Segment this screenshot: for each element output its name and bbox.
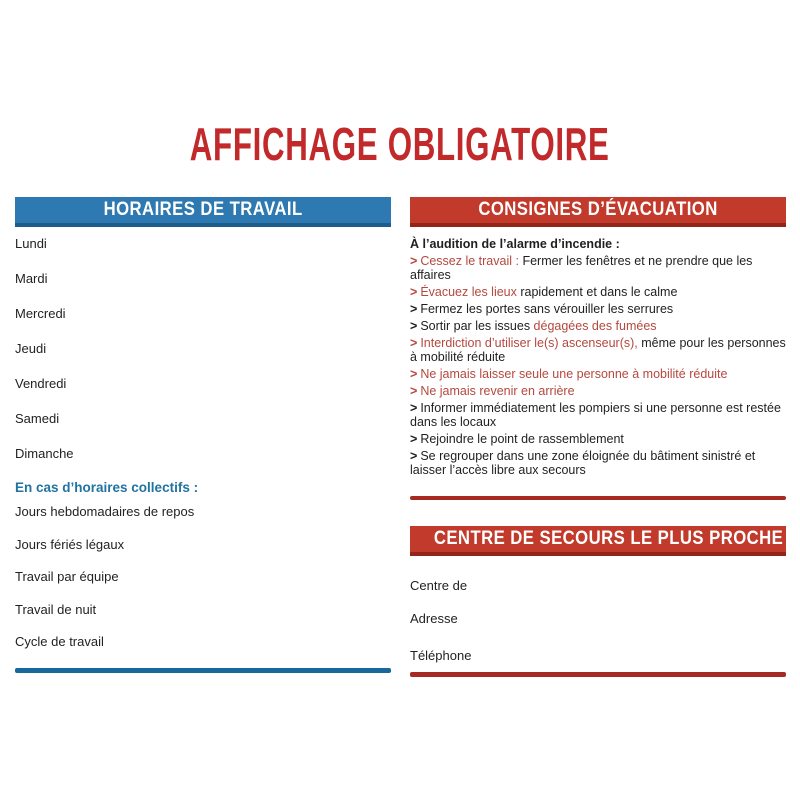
bullet-arrow-icon: > (410, 336, 418, 350)
bullet-text-segment: Ne jamais laisser seule une personne à mobilité réduite (420, 367, 728, 381)
evacuation-bullet (410, 367, 786, 381)
left-bottom-divider (15, 668, 391, 673)
collective-hours-heading: En cas d’horaires collectifs : (15, 480, 199, 495)
work-hours-header-label: HORAIRES DE TRAVAIL (103, 199, 303, 220)
evacuation-bullet (410, 401, 786, 429)
evacuation-bullet (410, 384, 786, 398)
evacuation-bullet (410, 285, 786, 299)
bullet-text-segment: Se regrouper dans une zone éloignée du bâtiment sinistré et laisser l’accès libre aux secours (410, 449, 756, 477)
evacuation-header-label: CONSIGNES D’ÉVACUATION (478, 199, 718, 220)
day-label: Samedi (15, 411, 60, 426)
bullet-arrow-icon: > (410, 254, 418, 268)
rescue-center-header (410, 526, 786, 556)
evacuation-bullet (410, 336, 786, 364)
work-hours-panel (15, 197, 391, 673)
rescue-center-field-label: Adresse (410, 611, 458, 626)
collective-item-label: Travail par équipe (15, 569, 119, 584)
evacuation-bullet (410, 449, 786, 477)
evacuation-bullets-list (410, 254, 786, 477)
bullet-text-segment: Interdiction d’utiliser le(s) ascenseur(s), (420, 336, 638, 350)
bullet-arrow-icon: > (410, 384, 418, 398)
bullet-arrow-icon: > (410, 367, 418, 381)
page-title: AFFICHAGE OBLIGATOIRE (190, 118, 610, 170)
bullet-text-segment: Fermez les portes sans vérouiller les serrures (420, 302, 674, 316)
bullet-text-segment: Sortir par les issues (420, 319, 534, 333)
evacuation-bullet (410, 302, 786, 316)
day-label: Lundi (15, 236, 47, 251)
bullet-arrow-icon: > (410, 302, 418, 316)
rescue-center-labels (410, 579, 786, 663)
days-list (15, 237, 391, 461)
day-label: Mercredi (15, 306, 66, 321)
bullet-arrow-icon: > (410, 285, 418, 299)
evacuation-bullet (410, 432, 786, 446)
collective-item-label: Travail de nuit (15, 601, 97, 617)
bullet-text-segment: Fermer les fenêtres et ne prendre que les affaires (410, 254, 753, 282)
bullet-text-segment: Informer immédiatement les pompiers si une personne est restée dans les locaux (410, 401, 781, 429)
collective-item-label: Cycle de travail (15, 634, 104, 649)
day-label: Dimanche (15, 446, 74, 461)
bullet-text-segment: dégagées des fumées (533, 319, 657, 333)
evacuation-bullet (410, 254, 786, 282)
rescue-center-field-label: Téléphone (410, 648, 472, 663)
bullet-text-segment: même pour les personnes à mobilité réduite (410, 336, 786, 364)
evacuation-intro: À l’audition de l’alarme d’incendie : (410, 237, 620, 251)
collective-item-label: Jours fériés légaux (15, 536, 125, 552)
rescue-center-header-label: CENTRE DE SECOURS LE PLUS PROCHE (433, 528, 784, 549)
bullet-text-segment: Cessez le travail : (420, 254, 519, 268)
evacuation-divider (410, 496, 786, 500)
collective-item-label: Jours hebdomadaires de repos (15, 504, 195, 519)
day-label: Vendredi (15, 376, 67, 391)
bullet-arrow-icon: > (410, 401, 418, 415)
bullet-text-segment: Évacuez les lieux (420, 285, 517, 299)
day-label: Jeudi (15, 341, 47, 356)
collective-items-list (15, 505, 391, 649)
bullet-arrow-icon: > (410, 449, 418, 463)
bullet-arrow-icon: > (410, 432, 418, 446)
day-label: Mardi (15, 271, 48, 286)
page-title-wrap (0, 118, 800, 170)
bullet-arrow-icon: > (410, 319, 418, 333)
right-bottom-divider (410, 672, 786, 677)
bullet-text-segment: rapidement et dans le calme (516, 285, 678, 299)
evacuation-bullet (410, 319, 786, 333)
evacuation-panel (410, 197, 786, 677)
work-hours-header (15, 197, 391, 227)
evacuation-header (410, 197, 786, 227)
bullet-text-segment: Ne jamais revenir en arrière (420, 384, 575, 398)
rescue-center-field-label: Centre de (410, 578, 468, 593)
bullet-text-segment: Rejoindre le point de rassemblement (420, 432, 624, 446)
